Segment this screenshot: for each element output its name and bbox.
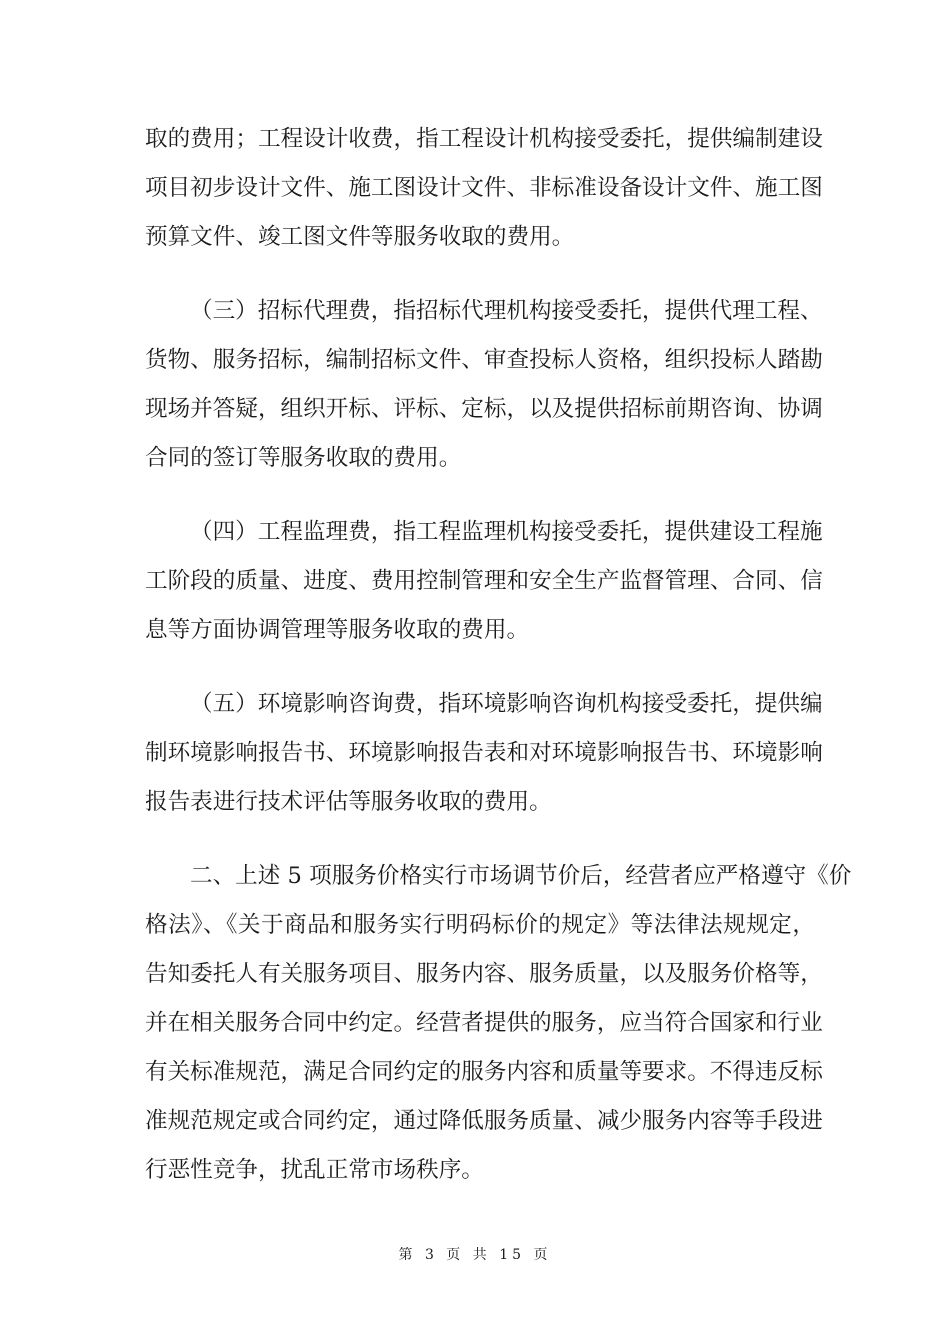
paragraph-line: 现场并答疑，组织开标、评标、定标，以及提供招标前期咨询、协调	[145, 396, 823, 422]
paragraph-line: 合同的签订等服务收取的费用。	[145, 445, 462, 471]
paragraph-supervision-fee	[145, 508, 823, 655]
paragraph-line: 息等方面协调管理等服务收取的费用。	[145, 617, 530, 643]
paragraph-line: （三）招标代理费，指招标代理机构接受委托，提供代理工程、	[190, 298, 823, 324]
paragraph-environmental-fee	[145, 680, 823, 827]
page-number-footer: 第 3 页 共 15 页	[398, 1247, 552, 1263]
paragraph-line: （五）环境影响咨询费，指环境影响咨询机构接受委托，提供编	[190, 691, 823, 717]
paragraph-line: 格法》、《关于商品和服务实行明码标价的规定》等法律法规规定，	[145, 912, 815, 938]
paragraph-line: 并在相关服务合同中约定。经营者提供的服务，应当符合国家和行业	[145, 1010, 823, 1036]
paragraph-line: 项目初步设计文件、施工图设计文件、非标准设备设计文件、施工图	[145, 175, 823, 201]
paragraph-line: 货物、服务招标，编制招标文件、审查投标人资格，组织投标人踏勘	[145, 347, 823, 373]
paragraph-line: （四）工程监理费，指工程监理机构接受委托，提供建设工程施	[190, 519, 823, 545]
paragraph-line: 准规范规定或合同约定，通过降低服务质量、减少服务内容等手段进	[145, 1108, 823, 1134]
paragraph-line: 预算文件、竣工图文件等服务收取的费用。	[145, 224, 575, 250]
paragraph-line: 工阶段的质量、进度、费用控制管理和安全生产监督管理、合同、信	[145, 568, 823, 594]
paragraph-line: 制环境影响报告书、环境影响报告表和对环境影响报告书、环境影响	[145, 740, 823, 766]
paragraph-engineering-design-fee	[145, 115, 823, 262]
paragraph-bidding-agency-fee	[145, 287, 823, 483]
paragraph-line: 取的费用；工程设计收费，指工程设计机构接受委托，提供编制建设	[145, 126, 823, 152]
paragraph-market-regulation	[145, 852, 852, 1195]
paragraph-line: 报告表进行技术评估等服务收取的费用。	[145, 789, 552, 815]
paragraph-line: 有关标准规范，满足合同约定的服务内容和质量等要求。不得违反标	[145, 1059, 823, 1085]
paragraph-line: 二、上述 5 项服务价格实行市场调节价后，经营者应严格遵守《价	[190, 863, 852, 889]
paragraph-line: 行恶性竞争，扰乱正常市场秩序。	[145, 1157, 484, 1183]
paragraph-line: 告知委托人有关服务项目、服务内容、服务质量，以及服务价格等，	[145, 961, 823, 987]
